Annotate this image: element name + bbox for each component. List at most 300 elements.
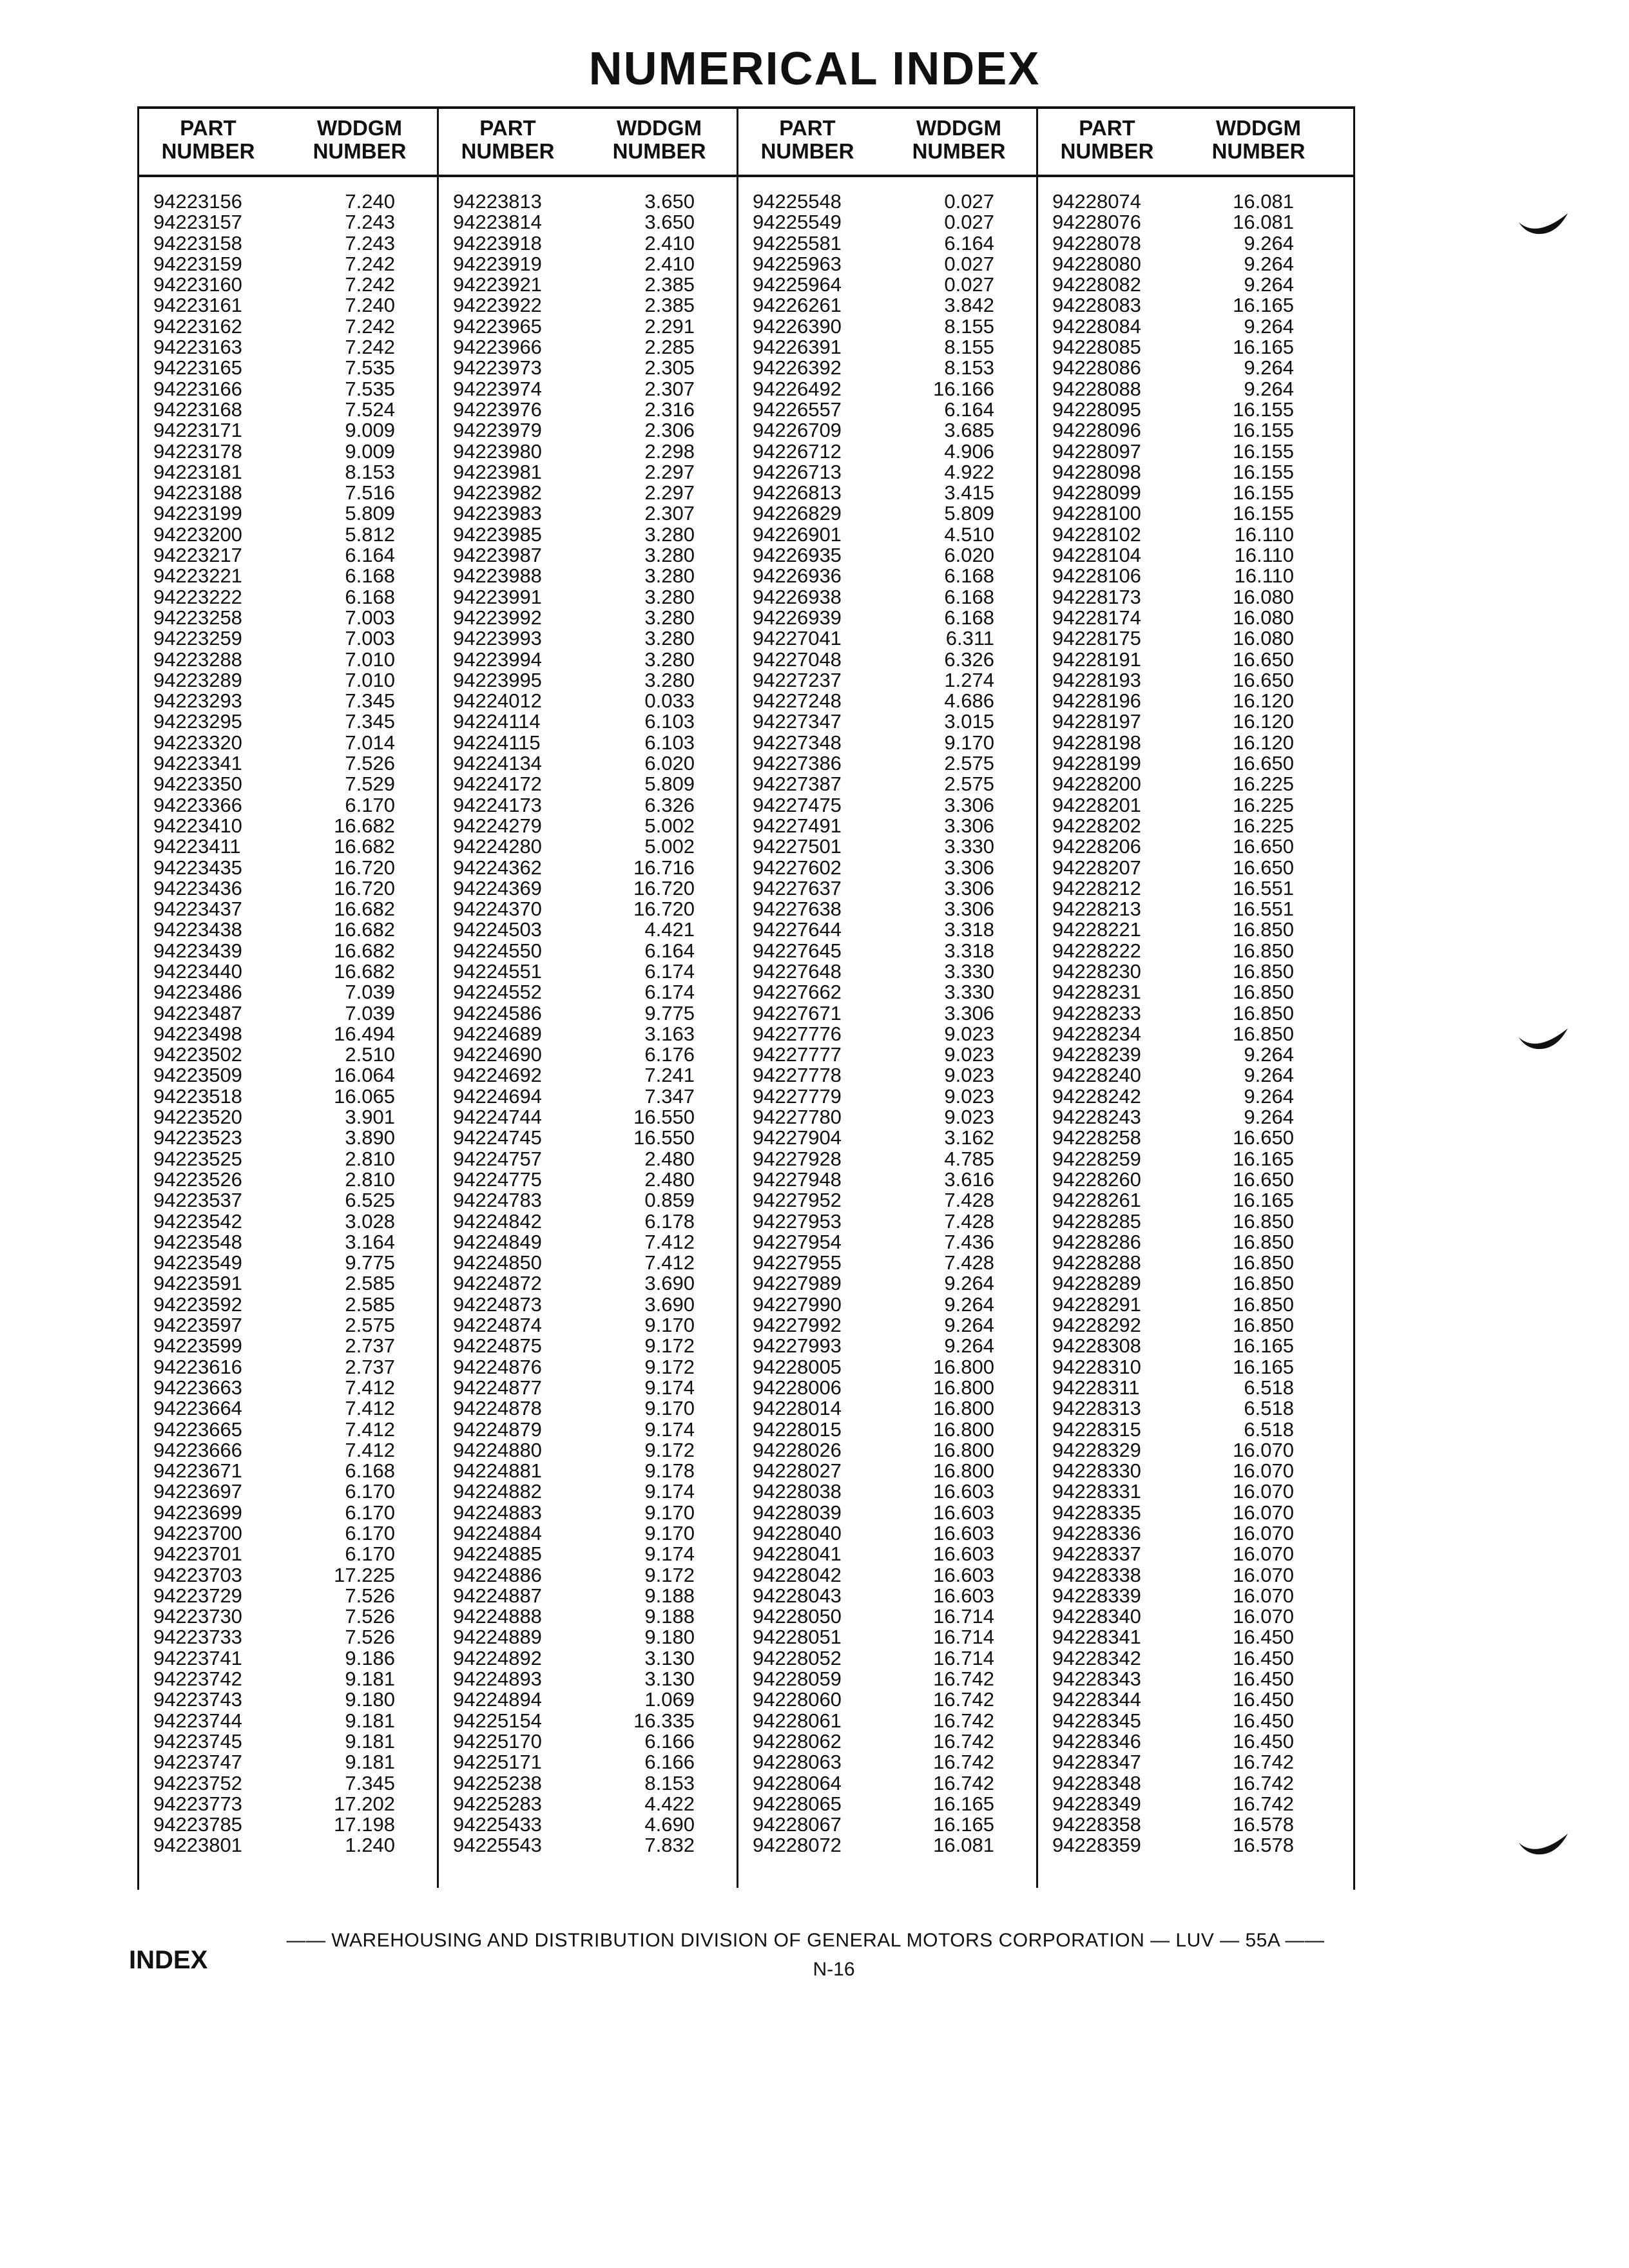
table-row <box>453 337 724 358</box>
wddgm-number: 9.264 <box>944 1293 994 1316</box>
table-row <box>153 1169 424 1190</box>
wddgm-number: 4.906 <box>944 439 994 463</box>
wddgm-number: 6.170 <box>345 1480 395 1503</box>
table-row <box>753 191 1023 212</box>
table-row <box>153 545 424 566</box>
part-number: 94223921 <box>453 273 542 296</box>
table-row <box>1052 524 1323 545</box>
wddgm-number: 16.850 <box>1233 981 1294 1004</box>
header-part-number <box>1039 117 1175 163</box>
wddgm-number: 16.742 <box>933 1709 994 1732</box>
table-row <box>1052 462 1323 483</box>
wddgm-number: 16.800 <box>933 1355 994 1378</box>
wddgm-number: 16.800 <box>933 1418 994 1441</box>
table-row <box>753 1294 1023 1315</box>
wddgm-number: 16.165 <box>1233 1147 1294 1170</box>
table-row <box>1052 1648 1323 1669</box>
table-row <box>753 1065 1023 1086</box>
wddgm-number: 7.240 <box>345 294 395 317</box>
part-number: 94223199 <box>153 502 242 525</box>
part-number: 94228343 <box>1052 1667 1141 1691</box>
part-number: 94228198 <box>1052 731 1141 754</box>
column-divider <box>1036 106 1038 1888</box>
wddgm-number: 7.010 <box>345 648 395 671</box>
table-row <box>153 919 424 940</box>
part-number: 94223366 <box>153 793 242 816</box>
wddgm-number: 7.428 <box>944 1209 994 1233</box>
table-row <box>453 1315 724 1336</box>
table-row <box>753 1357 1023 1378</box>
part-number: 94223222 <box>153 585 242 608</box>
part-number: 94227778 <box>753 1064 842 1087</box>
table-row <box>1052 274 1323 295</box>
wddgm-number: 16.165 <box>1233 1334 1294 1358</box>
part-number: 94223295 <box>153 710 242 733</box>
wddgm-number: 16.650 <box>1233 856 1294 879</box>
wddgm-number: 16.742 <box>1233 1751 1294 1774</box>
table-row <box>1052 1398 1323 1419</box>
wddgm-number: 6.326 <box>644 793 695 816</box>
table-row <box>753 233 1023 254</box>
binding-mark-icon <box>1518 209 1569 242</box>
part-number: 94223982 <box>453 481 542 505</box>
part-number: 94226712 <box>753 439 842 463</box>
wddgm-number: 16.720 <box>633 898 695 921</box>
table-row <box>153 628 424 649</box>
table-row <box>1052 608 1323 628</box>
wddgm-number: 16.165 <box>1233 1355 1294 1378</box>
part-number: 94228231 <box>1052 981 1141 1004</box>
part-number: 94228341 <box>1052 1626 1141 1649</box>
wddgm-number: 16.850 <box>1233 959 1294 983</box>
part-number: 94223498 <box>153 1022 242 1045</box>
part-number: 94223995 <box>453 668 542 691</box>
wddgm-number: 5.809 <box>944 502 994 525</box>
table-row <box>153 1357 424 1378</box>
part-number: 94228197 <box>1052 710 1141 733</box>
part-number: 94228174 <box>1052 606 1141 629</box>
table-row <box>153 254 424 274</box>
wddgm-number: 3.163 <box>644 1022 695 1045</box>
part-number: 94223973 <box>453 356 542 380</box>
header-text: WDDGM <box>317 116 402 140</box>
wddgm-number: 9.172 <box>644 1355 695 1378</box>
table-row <box>453 441 724 462</box>
table-row <box>453 961 724 982</box>
part-number: 94228065 <box>753 1792 842 1815</box>
table-row <box>153 1273 424 1294</box>
table-row <box>453 899 724 919</box>
part-number: 94223701 <box>153 1542 242 1566</box>
part-number: 94223157 <box>153 211 242 234</box>
table-row <box>1052 878 1323 899</box>
part-number: 94224173 <box>453 793 542 816</box>
part-number: 94224552 <box>453 981 542 1004</box>
wddgm-number: 7.243 <box>345 231 395 255</box>
table-row <box>453 1814 724 1835</box>
part-number: 94226492 <box>753 377 842 400</box>
table-row <box>453 1481 724 1502</box>
part-number: 94228261 <box>1052 1189 1141 1212</box>
wddgm-number: 16.080 <box>1233 627 1294 650</box>
wddgm-number: 16.450 <box>1233 1709 1294 1732</box>
table-row <box>453 1544 724 1564</box>
table-row <box>753 774 1023 794</box>
part-number: 94226936 <box>753 564 842 588</box>
part-number: 94224887 <box>453 1584 542 1607</box>
wddgm-number: 0.027 <box>944 211 994 234</box>
wddgm-number: 16.165 <box>1233 1189 1294 1212</box>
table-row <box>753 858 1023 878</box>
wddgm-number: 7.345 <box>345 689 395 713</box>
table-row <box>453 1586 724 1606</box>
table-row <box>753 1461 1023 1481</box>
part-number: 94227347 <box>753 710 842 733</box>
wddgm-number: 7.345 <box>345 710 395 733</box>
wddgm-number: 9.174 <box>644 1480 695 1503</box>
table-row <box>153 1773 424 1794</box>
index-column <box>753 191 1023 1856</box>
wddgm-number: 3.130 <box>644 1667 695 1691</box>
wddgm-number: 2.810 <box>345 1147 395 1170</box>
wddgm-number: 16.850 <box>1233 1272 1294 1295</box>
wddgm-number: 7.345 <box>345 1771 395 1794</box>
wddgm-number: 16.165 <box>1233 336 1294 359</box>
part-number: 94228285 <box>1052 1209 1141 1233</box>
part-number: 94224875 <box>453 1334 542 1358</box>
part-number: 94228193 <box>1052 668 1141 691</box>
wddgm-number: 2.410 <box>644 231 695 255</box>
table-row <box>1052 566 1323 586</box>
table-row <box>753 1024 1023 1044</box>
part-number: 94223486 <box>153 981 242 1004</box>
part-number: 94223981 <box>453 460 542 483</box>
wddgm-number: 9.023 <box>944 1106 994 1129</box>
wddgm-number: 9.186 <box>345 1646 395 1669</box>
part-number: 94228337 <box>1052 1542 1141 1566</box>
wddgm-number: 7.535 <box>345 356 395 380</box>
part-number: 94223436 <box>153 876 242 899</box>
table-row <box>753 1315 1023 1336</box>
part-number: 94228078 <box>1052 231 1141 255</box>
part-number: 94228083 <box>1052 294 1141 317</box>
header-text: NUMBER <box>760 139 854 163</box>
part-number: 94226829 <box>753 502 842 525</box>
wddgm-number: 16.155 <box>1233 398 1294 421</box>
table-row <box>1052 1044 1323 1065</box>
wddgm-number: 3.415 <box>944 481 994 505</box>
part-number: 94223200 <box>153 523 242 546</box>
wddgm-number: 9.172 <box>644 1334 695 1358</box>
wddgm-number: 4.922 <box>944 460 994 483</box>
wddgm-number: 6.168 <box>345 585 395 608</box>
table-row <box>1052 1689 1323 1710</box>
part-number: 94224586 <box>453 1001 542 1024</box>
wddgm-number: 6.170 <box>345 1501 395 1524</box>
part-number: 94224842 <box>453 1209 542 1233</box>
table-row <box>453 1648 724 1669</box>
wddgm-number: 2.297 <box>644 481 695 505</box>
wddgm-number: 2.307 <box>644 502 695 525</box>
table-row <box>153 649 424 670</box>
wddgm-number: 16.850 <box>1233 918 1294 941</box>
table-row <box>1052 379 1323 399</box>
wddgm-number: 6.168 <box>944 585 994 608</box>
part-number: 94223979 <box>453 419 542 442</box>
part-number: 94228064 <box>753 1771 842 1794</box>
table-row <box>453 295 724 316</box>
wddgm-number: 3.890 <box>345 1126 395 1149</box>
wddgm-number: 16.603 <box>933 1501 994 1524</box>
table-row <box>1052 1606 1323 1627</box>
table-row <box>1052 1627 1323 1648</box>
table-row <box>1052 1544 1323 1564</box>
part-number: 94224369 <box>453 876 542 899</box>
wddgm-number: 9.188 <box>644 1584 695 1607</box>
index-column <box>453 191 724 1856</box>
page-title: NUMERICAL INDEX <box>588 43 1041 95</box>
header-text: PART <box>479 116 536 140</box>
part-number: 94224503 <box>453 918 542 941</box>
table-row <box>453 1232 724 1253</box>
header-text: NUMBER <box>1211 139 1306 163</box>
table-row <box>1052 961 1323 982</box>
part-number: 94223518 <box>153 1084 242 1108</box>
part-number: 94228041 <box>753 1542 842 1566</box>
wddgm-number: 16.450 <box>1233 1667 1294 1691</box>
wddgm-number: 7.010 <box>345 668 395 691</box>
wddgm-number: 16.165 <box>933 1792 994 1815</box>
part-number: 94223785 <box>153 1813 242 1836</box>
wddgm-number: 9.170 <box>644 1314 695 1337</box>
table-row <box>153 1211 424 1232</box>
part-number: 94223966 <box>453 336 542 359</box>
wddgm-number: 16.850 <box>1233 1209 1294 1233</box>
wddgm-number: 6.176 <box>644 1043 695 1066</box>
table-row <box>153 941 424 961</box>
wddgm-number: 6.518 <box>1244 1376 1294 1399</box>
wddgm-number: 8.153 <box>345 460 395 483</box>
wddgm-number: 3.616 <box>944 1168 994 1191</box>
table-row <box>753 379 1023 399</box>
header-text: NUMBER <box>1060 139 1154 163</box>
wddgm-number: 9.180 <box>644 1626 695 1649</box>
wddgm-number: 6.103 <box>644 710 695 733</box>
table-row <box>153 670 424 691</box>
wddgm-number: 9.188 <box>644 1605 695 1628</box>
table-row <box>453 1024 724 1044</box>
table-row <box>1052 233 1323 254</box>
table-row <box>753 483 1023 503</box>
table-row <box>453 608 724 628</box>
table-row <box>753 1440 1023 1461</box>
wddgm-number: 7.526 <box>345 752 395 775</box>
part-number: 94228027 <box>753 1459 842 1483</box>
table-row <box>753 816 1023 836</box>
part-number: 94228200 <box>1052 773 1141 796</box>
part-number: 94225433 <box>453 1813 542 1836</box>
wddgm-number: 3.280 <box>644 668 695 691</box>
table-row <box>453 316 724 337</box>
wddgm-number: 9.023 <box>944 1064 994 1087</box>
part-number: 94227602 <box>753 856 842 879</box>
part-number: 94225543 <box>453 1834 542 1857</box>
header-text: NUMBER <box>161 139 255 163</box>
table-row <box>453 816 724 836</box>
table-row <box>153 1086 424 1107</box>
wddgm-number: 16.070 <box>1233 1563 1294 1586</box>
part-number: 94224783 <box>453 1189 542 1212</box>
part-number: 94228310 <box>1052 1355 1141 1378</box>
part-number: 94227645 <box>753 939 842 962</box>
part-number: 94223160 <box>153 273 242 296</box>
table-row <box>453 1440 724 1461</box>
table-row <box>453 1398 724 1419</box>
part-number: 94224550 <box>453 939 542 962</box>
part-number: 94224886 <box>453 1563 542 1586</box>
wddgm-number: 0.027 <box>944 190 994 213</box>
wddgm-number: 9.181 <box>345 1751 395 1774</box>
wddgm-number: 3.306 <box>944 1001 994 1024</box>
wddgm-number: 2.575 <box>944 773 994 796</box>
part-number: 94228043 <box>753 1584 842 1607</box>
wddgm-number: 16.720 <box>334 876 395 899</box>
table-row <box>153 212 424 233</box>
table-row <box>753 1419 1023 1440</box>
table-row <box>753 1169 1023 1190</box>
header-wddgm-number <box>891 117 1027 163</box>
part-number: 94228344 <box>1052 1688 1141 1711</box>
table-row <box>153 1565 424 1586</box>
table-row <box>1052 753 1323 774</box>
part-number: 94223258 <box>153 606 242 629</box>
part-number: 94223922 <box>453 294 542 317</box>
wddgm-number: 16.682 <box>334 835 395 858</box>
wddgm-number: 7.524 <box>345 398 395 421</box>
wddgm-number: 16.682 <box>334 918 395 941</box>
part-number: 94228014 <box>753 1397 842 1420</box>
table-row <box>1052 441 1323 462</box>
part-number: 94227989 <box>753 1272 842 1295</box>
part-number: 94224880 <box>453 1438 542 1461</box>
table-row <box>753 337 1023 358</box>
table-row <box>453 503 724 524</box>
table-row <box>153 191 424 212</box>
table-row <box>453 711 724 732</box>
header-text: PART <box>180 116 236 140</box>
table-row <box>453 982 724 1003</box>
part-number: 94226935 <box>753 544 842 567</box>
wddgm-number: 3.306 <box>944 898 994 921</box>
wddgm-number: 9.174 <box>644 1376 695 1399</box>
part-number: 94227955 <box>753 1251 842 1274</box>
wddgm-number: 3.280 <box>644 544 695 567</box>
part-number: 94228051 <box>753 1626 842 1649</box>
wddgm-number: 7.526 <box>345 1626 395 1649</box>
wddgm-number: 16.155 <box>1233 439 1294 463</box>
table-row <box>753 1190 1023 1211</box>
part-number: 94224134 <box>453 752 542 775</box>
table-row <box>1052 941 1323 961</box>
part-number: 94228259 <box>1052 1147 1141 1170</box>
wddgm-number: 3.306 <box>944 856 994 879</box>
wddgm-number: 6.103 <box>644 731 695 754</box>
part-number: 94223991 <box>453 585 542 608</box>
wddgm-number: 9.181 <box>345 1729 395 1753</box>
part-number: 94227662 <box>753 981 842 1004</box>
wddgm-number: 16.850 <box>1233 1251 1294 1274</box>
header-text: WDDGM <box>1216 116 1301 140</box>
wddgm-number: 2.737 <box>345 1355 395 1378</box>
part-number: 94228315 <box>1052 1418 1141 1441</box>
header-wddgm-number <box>1191 117 1326 163</box>
table-row <box>753 753 1023 774</box>
table-row <box>153 1503 424 1523</box>
wddgm-number: 9.181 <box>345 1709 395 1732</box>
part-number: 94223664 <box>153 1397 242 1420</box>
wddgm-number: 16.110 <box>1234 523 1294 546</box>
wddgm-number: 8.153 <box>644 1771 695 1794</box>
part-number: 94227904 <box>753 1126 842 1149</box>
wddgm-number: 9.264 <box>1244 252 1294 275</box>
table-row <box>1052 1336 1323 1356</box>
wddgm-number: 3.318 <box>944 939 994 962</box>
table-row <box>153 733 424 753</box>
wddgm-number: 3.280 <box>644 523 695 546</box>
wddgm-number: 16.603 <box>933 1480 994 1503</box>
part-number: 94223745 <box>153 1729 242 1753</box>
table-row <box>153 1024 424 1044</box>
part-number: 94225964 <box>753 273 842 296</box>
part-number: 94223597 <box>153 1314 242 1337</box>
table-row <box>1052 1440 1323 1461</box>
wddgm-number: 16.551 <box>1233 876 1294 899</box>
table-row <box>753 503 1023 524</box>
table-row <box>153 233 424 254</box>
table-row <box>1052 254 1323 274</box>
wddgm-number: 9.264 <box>1244 273 1294 296</box>
wddgm-number: 16.742 <box>933 1771 994 1794</box>
wddgm-number: 2.575 <box>944 752 994 775</box>
wddgm-number: 16.714 <box>933 1626 994 1649</box>
part-number: 94226901 <box>753 523 842 546</box>
table-row <box>753 1794 1023 1814</box>
table-row <box>453 1086 724 1107</box>
wddgm-number: 3.318 <box>944 918 994 941</box>
part-number: 94223993 <box>453 627 542 650</box>
wddgm-number: 2.305 <box>644 356 695 380</box>
part-number: 94228311 <box>1052 1376 1140 1399</box>
table-row <box>453 274 724 295</box>
wddgm-number: 1.240 <box>345 1834 395 1857</box>
table-row <box>153 1481 424 1502</box>
wddgm-number: 4.422 <box>644 1792 695 1815</box>
wddgm-number: 3.164 <box>345 1230 395 1253</box>
part-number: 94223217 <box>153 544 242 567</box>
wddgm-number: 9.264 <box>1244 1043 1294 1066</box>
part-number: 94223438 <box>153 918 242 941</box>
table-row <box>453 1835 724 1856</box>
part-number: 94228175 <box>1052 627 1141 650</box>
table-row <box>453 691 724 711</box>
wddgm-number: 8.155 <box>944 336 994 359</box>
wddgm-number: 9.178 <box>644 1459 695 1483</box>
wddgm-number: 16.850 <box>1233 1293 1294 1316</box>
table-row <box>453 1357 724 1378</box>
part-number: 94224172 <box>453 773 542 796</box>
part-number: 94223741 <box>153 1646 242 1669</box>
table-row <box>753 1689 1023 1710</box>
